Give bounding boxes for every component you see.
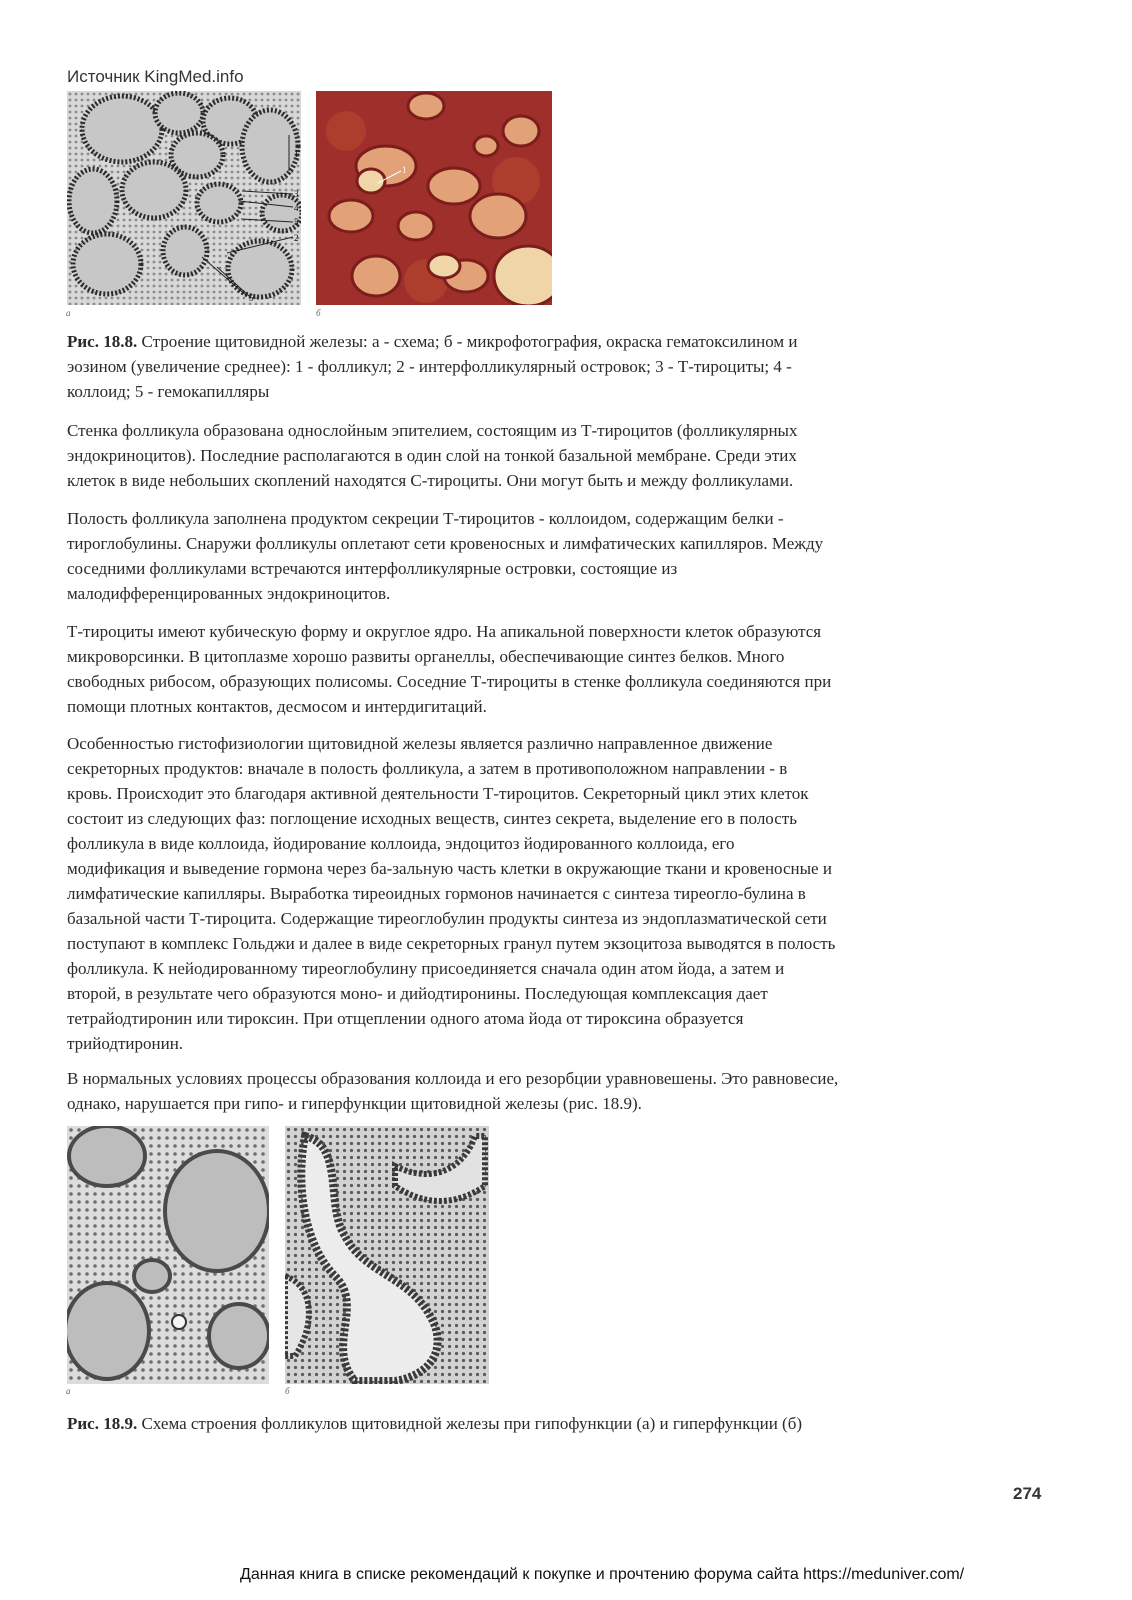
paragraph-line: клеток в виде небольших скоплений находятся С-тироциты. Они могут быть и между фолликулами. (67, 471, 794, 490)
paragraph-3 (67, 619, 1067, 719)
figure-18-9-label-a: а (66, 1386, 71, 1396)
figure-18-8-micrograph (316, 91, 552, 305)
caption-18-9-number: Рис. 18.9. (67, 1414, 138, 1433)
paragraph-line: помощи плотных контактов, десмосом и интердигитаций. (67, 697, 487, 716)
figure-18-9-caption (67, 1411, 1067, 1436)
figure-18-9-label-b: б (285, 1386, 290, 1396)
paragraph-line: Т-тироциты имеют кубическую форму и округлое ядро. На апикальной поверхности клеток образуются (67, 622, 822, 641)
figure-18-9-hyperfunction (285, 1126, 489, 1384)
paragraph-line: второй, в результате чего образуются моно- и дийодтиронины. Последующая комплексация дает (67, 984, 768, 1003)
caption-18-8-line-1: Строение щитовидной железы: а - схема; б - микрофотография, окраска гематоксилином и (137, 332, 798, 351)
figure-18-8-caption (67, 329, 1067, 404)
caption-18-9-text: Схема строения фолликулов щитовидной железы при гипофункции (а) и гиперфункции (б) (137, 1414, 803, 1433)
scheme-label-5: 5 (294, 217, 299, 227)
source-header: Источник KingMed.info (67, 67, 244, 86)
paragraph-line: эндокриноцитов). Последние располагаются в один слой на тонкой базальной мембране. Среди этих (67, 446, 797, 465)
scheme-label-1: 1 (294, 149, 299, 159)
figure-18-8-scheme (67, 91, 301, 305)
thyroid-scheme-illustration (67, 91, 301, 305)
paragraph-line: базальной части Т-тироцита. Содержащие тиреоглобулин продукты синтеза из эндоплазматической сети (67, 909, 827, 928)
scheme-label-3: 3 (294, 189, 299, 199)
caption-18-8-line-2: эозином (увеличение среднее): 1 - фолликул; 2 - интерфолликулярный островок; 3 - Т-тироциты; 4 - (67, 357, 792, 376)
paragraph-line: поступают в комплекс Гольджи и далее в виде секреторных гранул путем экзоцитоза выводятся в полость (67, 934, 836, 953)
paragraph-line: секреторных продуктов: вначале в полость фолликула, а затем в противоположном направлении - в (67, 759, 788, 778)
paragraph-2 (67, 506, 1067, 606)
paragraph-5 (67, 1066, 1067, 1116)
paragraph-line: тетрайодтиронин или тироксин. При отщеплении одного атома йода от тироксина образуется (67, 1009, 744, 1028)
paragraph-line: свободных рибосом, образующих полисомы. Соседние Т-тироциты в стенке фолликула соединяются при (67, 672, 832, 691)
paragraph-line: микроворсинки. В цитоплазме хорошо развиты органеллы, обеспечивающие синтез белков. Много (67, 647, 785, 666)
paragraph-line: лимфатические капилляры. Выработка тиреоидных гормонов начинается с синтеза тиреогло-булина в (67, 884, 806, 903)
footer-note: Данная книга в списке рекомендаций к покупке и прочтению форума сайта https://meduniver.com/ (240, 1566, 965, 1583)
paragraph-1 (67, 418, 1067, 493)
paragraph-line: Полость фолликула заполнена продуктом секреции Т-тироцитов - коллоидом, содержащим белки - (67, 509, 784, 528)
paragraph-line: трийодтиронин. (67, 1034, 184, 1053)
paragraph-4 (67, 731, 1067, 1056)
paragraph-line: тироглобулины. Снаружи фолликулы оплетают сети кровеносных и лимфатических капилляров. Между (67, 534, 824, 553)
caption-18-8-number: Рис. 18.8. (67, 332, 138, 351)
thyroid-micrograph-illustration (316, 91, 552, 305)
paragraph-line: В нормальных условиях процессы образования коллоида и его резорбции уравновешены. Это равновесие, (67, 1069, 839, 1088)
figure-18-9-hypofunction (67, 1126, 269, 1384)
scheme-label-5b: 5 (249, 293, 254, 303)
paragraph-line: состоит из следующих фаз: поглощение исходных веществ, синтез секрета, выделение его в полость (67, 809, 797, 828)
paragraph-line: однако, нарушается при гипо- и гиперфункции щитовидной железы (рис. 18.9). (67, 1094, 642, 1113)
paragraph-line: Особенностью гистофизиологии щитовидной железы является различно направленное движение (67, 734, 773, 753)
paragraph-line: соседними фолликулами встречаются интерфолликулярные островки, состоящие из (67, 559, 678, 578)
paragraph-line: Стенка фолликула образована однослойным эпителием, состоящим из Т-тироцитов (фолликулярных (67, 421, 798, 440)
paragraph-line: фолликула. К нейодированному тиреоглобулину присоединяется сначала один атом йода, а затем и (67, 959, 785, 978)
scheme-label-2: 2 (294, 233, 299, 243)
hypofunction-illustration (67, 1126, 269, 1384)
figure-18-8-label-a: а (66, 308, 71, 318)
paragraph-line: фолликула в виде коллоида, йодирование коллоида, эндоцитоз йодированного коллоида, его (67, 834, 735, 853)
scheme-label-4: 4 (294, 203, 299, 213)
paragraph-line: модификация и выведение гормона через ба-зальную часть клетки в окружающие ткани и кровеносные и (67, 859, 832, 878)
hyperfunction-illustration (285, 1126, 489, 1384)
paragraph-line: малодифференцированных эндокриноцитов. (67, 584, 391, 603)
figure-18-8-label-b: б (316, 308, 321, 318)
page-number: 274 (1013, 1484, 1042, 1503)
paragraph-line: кровь. Происходит это благодаря активной деятельности Т-тироцитов. Секреторный цикл этих клеток (67, 784, 809, 803)
caption-18-8-line-3: коллоид; 5 - гемокапилляры (67, 382, 270, 401)
micro-label-1: 1 (402, 165, 407, 175)
